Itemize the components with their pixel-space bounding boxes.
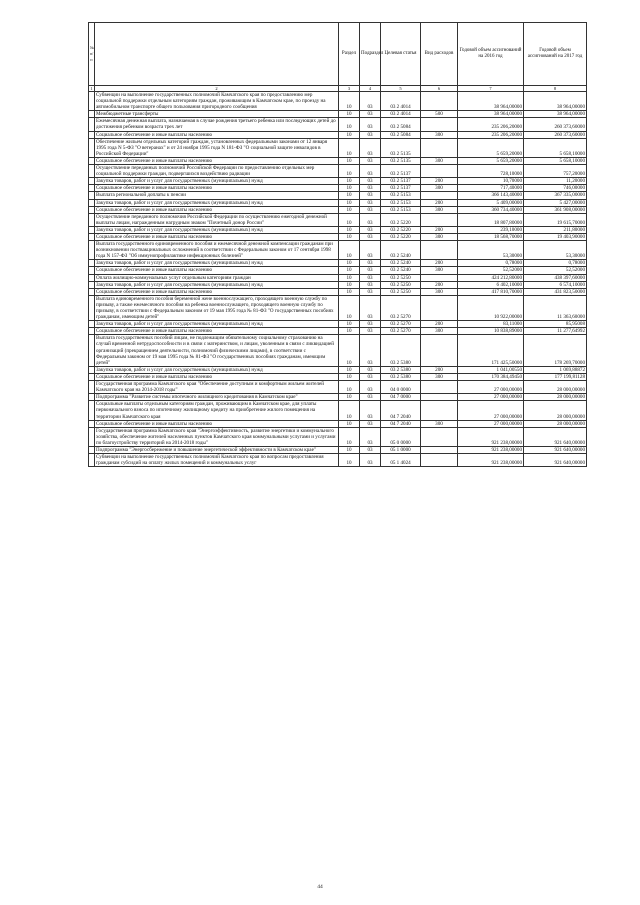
row-exptype-cell: 300 (421, 288, 458, 295)
row-exptype-cell: 200 (421, 226, 458, 233)
row-target-cell: 03 2 5380 (381, 366, 421, 373)
row-section-cell: 10 (339, 131, 360, 138)
row-target-cell: 03 2 5137 (381, 165, 421, 178)
row-target-cell: 03 2 5270 (381, 328, 421, 335)
row-subsection-cell: 03 (360, 233, 381, 240)
row-2017-cell: 431 823,50000 (524, 288, 587, 295)
row-exptype-cell: 300 (421, 328, 458, 335)
row-subsection-cell: 03 (360, 92, 381, 111)
row-exptype-cell (421, 401, 458, 420)
table-row (89, 131, 587, 138)
row-target-cell: 03 2 5270 (381, 321, 421, 328)
header-num: № п/п (89, 23, 95, 86)
row-target-cell: 03 2 4014 (381, 92, 421, 111)
row-section-cell: 10 (339, 335, 360, 366)
row-2016-cell: 38 964,00000 (458, 111, 524, 118)
row-exptype-cell (421, 335, 458, 366)
table-row (89, 199, 587, 206)
row-section-cell: 10 (339, 281, 360, 288)
table-row (89, 274, 587, 281)
row-2016-cell: 27 000,00000 (458, 381, 524, 394)
row-subsection-cell: 03 (360, 111, 381, 118)
row-name-cell: Социальное обеспечение и иные выплаты населению (95, 206, 339, 213)
table-row (89, 206, 587, 213)
row-name-cell: Межбюджетные трансферты (95, 111, 339, 118)
col-number: 6 (421, 86, 458, 92)
row-name-cell: Субвенции на выполнение государственных полномочий Камчатского края по вопросам предоставления гражданам субсидий на оплату жилых помещений и коммунальных услуг (95, 454, 339, 467)
row-exptype-cell: 200 (421, 366, 458, 373)
row-2016-cell: 235 206,20000 (458, 131, 524, 138)
row-name-cell: Обеспечение жильем отдельных категорий граждан, установленных федеральными законами от 12 января 1995 года N 5-ФЗ "О ветеранах" и от 24 ноября 1995 года N 181-ФЗ "О социальной защите инвалидов в Российской Федерации" (95, 138, 339, 157)
row-section-cell: 10 (339, 446, 360, 453)
row-subsection-cell: 03 (360, 446, 381, 453)
row-target-cell: 03 2 5135 (381, 138, 421, 157)
row-subsection-cell: 03 (360, 373, 381, 380)
row-2016-cell: 170 384,49450 (458, 373, 524, 380)
row-subsection-cell: 03 (360, 454, 381, 467)
row-2016-cell: 921 238,00000 (458, 427, 524, 446)
row-exptype-cell: 300 (421, 233, 458, 240)
table-row (89, 366, 587, 373)
row-name-cell: Подпрограмма "Энергосбережение и повышение энергетической эффективности в Камчатском крае" (95, 446, 339, 453)
row-section-cell: 10 (339, 178, 360, 185)
row-section-cell: 10 (339, 366, 360, 373)
row-2016-cell: 5 659,20000 (458, 138, 524, 157)
row-name-cell: Социальное обеспечение и иные выплаты населению (95, 288, 339, 295)
row-section-cell: 10 (339, 199, 360, 206)
row-subsection-cell: 03 (360, 138, 381, 157)
row-subsection-cell: 03 (360, 165, 381, 178)
row-target-cell: 05 1 0000 (381, 446, 421, 453)
row-subsection-cell: 03 (360, 118, 381, 131)
row-2017-cell: 178 269,70000 (524, 335, 587, 366)
row-2016-cell: 360 734,40000 (458, 206, 524, 213)
table-row (89, 381, 587, 394)
col-number: 1 (90, 86, 93, 91)
row-subsection-cell: 03 (360, 274, 381, 281)
row-exptype-cell (421, 295, 458, 320)
row-name-cell: Закупка товаров, работ и услуг для государственных (муниципальных) нужд (95, 226, 339, 233)
row-name-cell: Закупка товаров, работ и услуг для государственных (муниципальных) нужд (95, 178, 339, 185)
row-section-cell: 10 (339, 427, 360, 446)
row-section-cell: 10 (339, 267, 360, 274)
row-2016-cell: 10 922,00000 (458, 295, 524, 320)
row-subsection-cell: 03 (360, 394, 381, 401)
row-section-cell: 10 (339, 381, 360, 394)
row-name-cell: Оплата жилищно-коммунальных услуг отдельным категориям граждан (95, 274, 339, 281)
budget-table (88, 22, 587, 467)
row-target-cell: 03 2 5153 (381, 199, 421, 206)
row-2017-cell: 28 000,00000 (524, 394, 587, 401)
table-row (89, 260, 587, 267)
row-2016-cell: 366 143,40000 (458, 192, 524, 199)
budget-page (88, 22, 586, 467)
row-exptype-cell: 200 (421, 199, 458, 206)
row-name-cell: Выплата государственных пособий лицам, не подлежащим обязательному социальному страхованию на случай временной нетрудоспособности и в связи с материнством, и лицам, уволенным в связи с ликвидацией организаций (прекращением деятельности, полномочий физическими лицами), в соответствии с Федеральным законом от 19 мая 1995 года № 81-ФЗ "О государственных пособиях гражданам, имеющим детей" (95, 335, 339, 366)
table-row (89, 233, 587, 240)
table-row (89, 92, 587, 111)
row-2017-cell: 921 640,00000 (524, 446, 587, 453)
row-exptype-cell: 300 (421, 420, 458, 427)
table-row (89, 394, 587, 401)
row-subsection-cell: 03 (360, 213, 381, 226)
row-2017-cell: 211,80000 (524, 226, 587, 233)
row-subsection-cell: 03 (360, 420, 381, 427)
table-row (89, 427, 587, 446)
row-2017-cell: 0,78000 (524, 260, 587, 267)
row-section-cell: 10 (339, 401, 360, 420)
row-name-cell: Закупка товаров, работ и услуг для государственных (муниципальных) нужд (95, 199, 339, 206)
row-target-cell: 05 1 4024 (381, 454, 421, 467)
row-exptype-cell: 300 (421, 373, 458, 380)
row-2016-cell: 27 000,00000 (458, 401, 524, 420)
header-exptype: Вид расходов (421, 23, 458, 86)
row-2017-cell: 85,95008 (524, 321, 587, 328)
col-number: 8 (524, 86, 587, 92)
row-subsection-cell: 03 (360, 178, 381, 185)
row-exptype-cell (421, 241, 458, 260)
row-subsection-cell: 03 (360, 226, 381, 233)
row-subsection-cell: 03 (360, 366, 381, 373)
row-subsection-cell: 03 (360, 321, 381, 328)
row-section-cell: 10 (339, 233, 360, 240)
row-2017-cell: 28 000,00000 (524, 401, 587, 420)
row-name-cell: Ежемесячная денежная выплата, назначаемая в случае рождения третьего ребенка или последующих детей до достижения ребенком возраста трех лет (95, 118, 339, 131)
row-exptype-cell: 300 (421, 185, 458, 192)
row-target-cell: 03 2 5153 (381, 192, 421, 199)
row-subsection-cell: 03 (360, 199, 381, 206)
row-section-cell: 10 (339, 394, 360, 401)
row-name-cell: Государственная программа Камчатского края "Энергоэффективность, развитие энергетики и коммунального хозяйства, обеспечение жителей населенных пунктов Камчатского края коммунальными услугами и услугами по благоустройству территорий на 2014-2018 годы" (95, 427, 339, 446)
col-number: 2 (95, 86, 339, 92)
row-target-cell: 03 2 5240 (381, 267, 421, 274)
row-target-cell: 03 2 5153 (381, 206, 421, 213)
row-subsection-cell: 03 (360, 295, 381, 320)
row-2016-cell: 239,10000 (458, 226, 524, 233)
col-number: 4 (360, 86, 381, 92)
row-subsection-cell: 03 (360, 267, 381, 274)
row-exptype-cell (421, 427, 458, 446)
row-exptype-cell: 200 (421, 281, 458, 288)
row-2016-cell: 728,10000 (458, 165, 524, 178)
row-target-cell: 03 2 5380 (381, 373, 421, 380)
row-subsection-cell: 03 (360, 157, 381, 164)
header-name (95, 23, 339, 86)
row-target-cell: 03 2 5084 (381, 118, 421, 131)
row-section-cell: 10 (339, 328, 360, 335)
row-2017-cell: 11,20000 (524, 178, 587, 185)
row-2016-cell: 424 212,80000 (458, 274, 524, 281)
row-2017-cell: 28 000,00000 (524, 420, 587, 427)
row-2016-cell: 18 807,80000 (458, 213, 524, 226)
row-target-cell: 03 2 5220 (381, 226, 421, 233)
row-section-cell: 10 (339, 288, 360, 295)
row-name-cell: Субвенции на выполнение государственных полномочий Камчатского края по предоставлению мер социальной поддержки отдельным категориям граждан, проживающим в Камчатском крае, по проезду на автомобильном транспорте общего пользования пригородного сообщения (95, 92, 339, 111)
row-name-cell: Выплата региональной доплаты к пенсии (95, 192, 339, 199)
table-body (89, 92, 587, 467)
row-2017-cell: 260 373,60000 (524, 131, 587, 138)
row-2017-cell: 38 964,00000 (524, 111, 587, 118)
row-2016-cell: 18 568,70000 (458, 233, 524, 240)
row-exptype-cell (421, 381, 458, 394)
row-name-cell: Осуществление переданных полномочий Российской Федерации по предоставлению отдельных мер социальной поддержки граждан, подвергшихся воздействию радиации (95, 165, 339, 178)
table-row (89, 281, 587, 288)
table-row (89, 241, 587, 260)
row-subsection-cell: 03 (360, 192, 381, 199)
row-2016-cell: 10 838,89000 (458, 328, 524, 335)
table-row (89, 192, 587, 199)
row-target-cell: 04 7 2040 (381, 401, 421, 420)
row-section-cell: 10 (339, 295, 360, 320)
row-2016-cell: 5 409,00000 (458, 199, 524, 206)
row-target-cell: 03 2 5250 (381, 288, 421, 295)
row-target-cell: 03 2 5270 (381, 295, 421, 320)
row-exptype-cell (421, 92, 458, 111)
row-subsection-cell: 03 (360, 281, 381, 288)
table-row (89, 321, 587, 328)
table-row (89, 165, 587, 178)
row-2017-cell: 746,00000 (524, 185, 587, 192)
table-row (89, 288, 587, 295)
row-target-cell: 03 2 5250 (381, 281, 421, 288)
row-exptype-cell: 300 (421, 267, 458, 274)
row-2017-cell: 19 615,70000 (524, 213, 587, 226)
row-2016-cell: 717,40000 (458, 185, 524, 192)
row-name-cell: Социальное обеспечение и иные выплаты населению (95, 185, 339, 192)
table-row (89, 157, 587, 164)
row-2016-cell: 83,11000 (458, 321, 524, 328)
row-2017-cell: 367 335,00000 (524, 192, 587, 199)
row-2016-cell: 235 206,20000 (458, 118, 524, 131)
row-section-cell: 10 (339, 192, 360, 199)
row-2016-cell: 27 000,00000 (458, 394, 524, 401)
row-subsection-cell: 03 (360, 427, 381, 446)
header-row (89, 23, 587, 86)
row-2017-cell: 53,30000 (524, 241, 587, 260)
table-row (89, 373, 587, 380)
row-subsection-cell: 03 (360, 328, 381, 335)
table-row (89, 454, 587, 467)
row-2017-cell: 5 658,10000 (524, 138, 587, 157)
row-2017-cell: 6 574,10000 (524, 281, 587, 288)
row-target-cell: 03 2 5240 (381, 260, 421, 267)
row-exptype-cell: 200 (421, 178, 458, 185)
row-subsection-cell: 03 (360, 241, 381, 260)
row-2017-cell: 38 964,00000 (524, 92, 587, 111)
row-2016-cell: 0,78000 (458, 260, 524, 267)
header-2017: Годовой объем ассигнований на 2017 год (524, 23, 587, 86)
row-2017-cell: 52,52000 (524, 267, 587, 274)
row-section-cell: 10 (339, 92, 360, 111)
row-section-cell: 10 (339, 118, 360, 131)
row-target-cell: 05 0 0000 (381, 427, 421, 446)
table-row (89, 328, 587, 335)
row-target-cell: 03 2 5250 (381, 274, 421, 281)
row-2017-cell: 1 069,88872 (524, 366, 587, 373)
row-name-cell: Социальное обеспечение и иные выплаты населению (95, 157, 339, 164)
row-exptype-cell: 500 (421, 111, 458, 118)
row-section-cell: 10 (339, 321, 360, 328)
table-row (89, 401, 587, 420)
row-name-cell: Закупка товаров, работ и услуг для государственных (муниципальных) нужд (95, 260, 339, 267)
row-section-cell: 10 (339, 420, 360, 427)
table-row (89, 213, 587, 226)
row-target-cell: 03 2 5240 (381, 241, 421, 260)
row-2016-cell: 921 238,00000 (458, 446, 524, 453)
row-2017-cell: 11 363,60000 (524, 295, 587, 320)
table-row (89, 295, 587, 320)
row-2016-cell: 52,52000 (458, 267, 524, 274)
row-subsection-cell: 03 (360, 335, 381, 366)
row-exptype-cell (421, 274, 458, 281)
row-exptype-cell (421, 192, 458, 199)
table-row (89, 111, 587, 118)
row-subsection-cell: 03 (360, 381, 381, 394)
row-name-cell: Осуществление переданного полномочия Российской Федерации по осуществлению ежегодной денежной выплаты лицам, награжденным нагрудным знаком "Почетный донор России" (95, 213, 339, 226)
row-name-cell: Закупка товаров, работ и услуг для государственных (муниципальных) нужд (95, 321, 339, 328)
row-target-cell: 04 7 0000 (381, 394, 421, 401)
row-name-cell: Социальное обеспечение и иные выплаты населению (95, 420, 339, 427)
table-row (89, 226, 587, 233)
row-target-cell: 03 2 5380 (381, 335, 421, 366)
row-name-cell: Выплата государственного единовременного пособия и ежемесячной денежной компенсации гражданам при возникновении поствакцинальных осложнений в соответствии с Федеральным законом от 17 сентября 1998 года N 157-ФЗ "Об иммунопрофилактике инфекционных болезней" (95, 241, 339, 260)
row-2016-cell: 171 425,50000 (458, 335, 524, 366)
row-2016-cell: 38 964,00000 (458, 92, 524, 111)
row-exptype-cell: 300 (421, 131, 458, 138)
row-section-cell: 10 (339, 241, 360, 260)
row-exptype-cell (421, 165, 458, 178)
row-section-cell: 10 (339, 185, 360, 192)
row-2017-cell: 438 397,60000 (524, 274, 587, 281)
row-section-cell: 10 (339, 260, 360, 267)
row-exptype-cell (421, 118, 458, 131)
header-2016: Годовой объем ассигнований на 2016 год (458, 23, 524, 86)
row-target-cell: 03 2 5135 (381, 157, 421, 164)
table-row (89, 178, 587, 185)
row-exptype-cell (421, 213, 458, 226)
row-name-cell: Социальное обеспечение и иные выплаты населению (95, 267, 339, 274)
row-2017-cell: 19 403,90000 (524, 233, 587, 240)
table-row (89, 138, 587, 157)
row-section-cell: 10 (339, 157, 360, 164)
row-section-cell: 10 (339, 165, 360, 178)
row-exptype-cell: 200 (421, 321, 458, 328)
row-2017-cell: 28 000,00000 (524, 381, 587, 394)
col-number: 7 (458, 86, 524, 92)
row-target-cell: 03 2 4014 (381, 111, 421, 118)
header-subsection: Подраздел (360, 23, 381, 86)
row-2017-cell: 921 640,00000 (524, 454, 587, 467)
row-name-cell: Социальные выплаты отдельным категориям граждан, проживающим в Камчатском крае, для уплаты первоначального взноса по ипотечному жилищному кредиту на приобретение жилого помещения на территории Камчатского края (95, 401, 339, 420)
table-row (89, 420, 587, 427)
page-number: 44 (317, 884, 323, 890)
row-section-cell: 10 (339, 111, 360, 118)
row-section-cell: 10 (339, 213, 360, 226)
row-name-cell: Социальное обеспечение и иные выплаты населению (95, 131, 339, 138)
row-subsection-cell: 03 (360, 185, 381, 192)
row-exptype-cell: 200 (421, 260, 458, 267)
row-section-cell: 10 (339, 138, 360, 157)
row-2017-cell: 921 640,00000 (524, 427, 587, 446)
row-2016-cell: 5 659,20000 (458, 157, 524, 164)
table-row (89, 118, 587, 131)
row-2017-cell: 260 373,60000 (524, 118, 587, 131)
row-2016-cell: 53,30000 (458, 241, 524, 260)
row-section-cell: 10 (339, 373, 360, 380)
row-2017-cell: 177 199,81128 (524, 373, 587, 380)
row-subsection-cell: 03 (360, 260, 381, 267)
row-subsection-cell: 03 (360, 206, 381, 213)
header-section: Раздел (339, 23, 360, 86)
row-2016-cell: 1 041,00550 (458, 366, 524, 373)
row-name-cell: Подпрограмма "Развитие системы ипотечного жилищного кредитования в Камчатском крае" (95, 394, 339, 401)
row-2017-cell: 361 908,00000 (524, 206, 587, 213)
row-target-cell: 03 2 5137 (381, 178, 421, 185)
row-2017-cell: 757,20000 (524, 165, 587, 178)
col-number: 5 (381, 86, 421, 92)
row-name-cell: Закупка товаров, работ и услуг для государственных (муниципальных) нужд (95, 366, 339, 373)
table-row (89, 446, 587, 453)
row-2016-cell: 6 402,10000 (458, 281, 524, 288)
row-subsection-cell: 03 (360, 401, 381, 420)
row-target-cell: 03 2 5220 (381, 233, 421, 240)
row-subsection-cell: 03 (360, 131, 381, 138)
row-target-cell: 04 7 2040 (381, 420, 421, 427)
row-target-cell: 04 0 0000 (381, 381, 421, 394)
row-name-cell: Государственная программа Камчатского края "Обеспечение доступным и комфортным жильем жителей Камчатского края на 2014-2018 годы" (95, 381, 339, 394)
row-exptype-cell (421, 446, 458, 453)
row-target-cell: 03 2 5137 (381, 185, 421, 192)
row-2017-cell: 5 427,00000 (524, 199, 587, 206)
row-exptype-cell (421, 454, 458, 467)
row-exptype-cell (421, 138, 458, 157)
row-name-cell: Социальное обеспечение и иные выплаты населению (95, 328, 339, 335)
row-2016-cell: 27 000,00000 (458, 420, 524, 427)
row-2017-cell: 11 277,64992 (524, 328, 587, 335)
row-name-cell: Выплата единовременного пособия беременной жене военнослужащего, проходящего военную службу по призыву, а также ежемесячного пособия на ребенка военнослужащего, проходящего военную службу по призыву, в соответствии с Федеральным законом от 19 мая 1995 года № 81-ФЗ "О государственных пособиях гражданам, имеющим детей" (95, 295, 339, 320)
row-section-cell: 10 (339, 274, 360, 281)
row-exptype-cell (421, 394, 458, 401)
row-section-cell: 10 (339, 206, 360, 213)
row-name-cell: Закупка товаров, работ и услуг для государственных (муниципальных) нужд (95, 281, 339, 288)
col-number: 3 (339, 86, 360, 92)
table-row (89, 267, 587, 274)
row-name-cell: Социальное обеспечение и иные выплаты населению (95, 373, 339, 380)
row-2016-cell: 921 238,00000 (458, 454, 524, 467)
row-exptype-cell: 300 (421, 157, 458, 164)
row-section-cell: 10 (339, 454, 360, 467)
row-exptype-cell: 300 (421, 206, 458, 213)
header-target: Целевая статья (381, 23, 421, 86)
row-section-cell: 10 (339, 226, 360, 233)
table-row (89, 185, 587, 192)
table-row (89, 335, 587, 366)
row-2017-cell: 5 658,10000 (524, 157, 587, 164)
row-target-cell: 03 2 5084 (381, 131, 421, 138)
row-2016-cell: 10,70000 (458, 178, 524, 185)
row-2016-cell: 417 810,70000 (458, 288, 524, 295)
row-subsection-cell: 03 (360, 288, 381, 295)
row-name-cell: Социальное обеспечение и иные выплаты населению (95, 233, 339, 240)
row-target-cell: 03 2 5220 (381, 213, 421, 226)
